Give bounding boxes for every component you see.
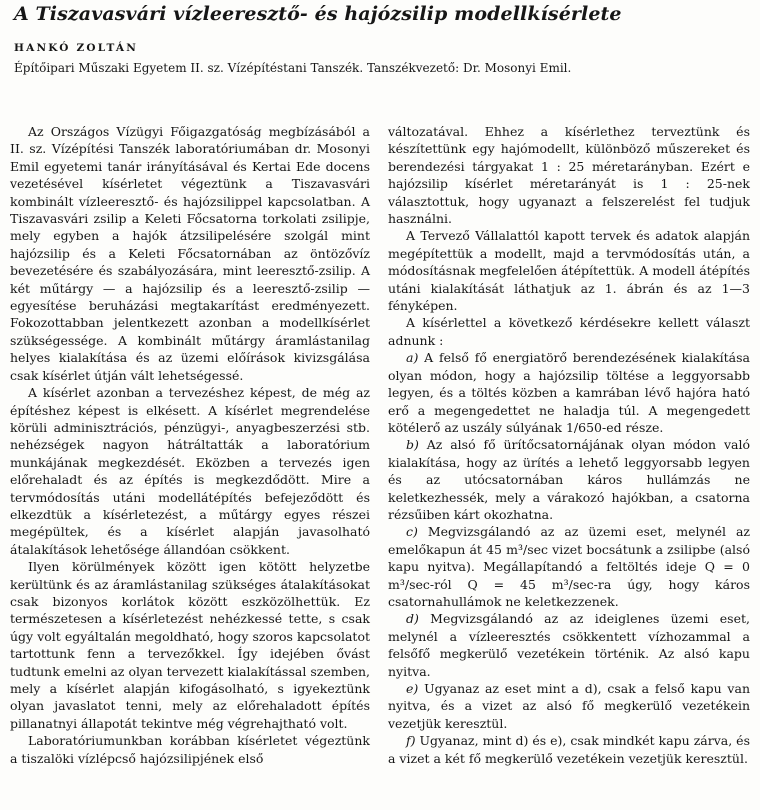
right-text-column	[388, 123, 750, 767]
question-item	[388, 436, 750, 523]
item-label: d)	[406, 611, 419, 627]
paragraph: A kísérlettel a következő kérdésekre kellett választ adnunk :	[388, 315, 750, 348]
left-text-column	[10, 123, 370, 767]
paragraph: A kísérlet azonban a tervezéshez képest, de még az építéshez képest is elkésett. A kísérlet megrendelése körüli adminisztrációs, pénzügyi-, anyagbeszerzési stb. nehézségek nagyon hátráltatták a laboratórium munkájának megkezdését. Eközben a tervezés igen előrehaladt és az építés is megkezdődött. Mire a tervmódosítás utáni modellátépítés befejeződött és elkezdtük a kísérletezést, a műtárgy egyes részei megépültek, és a kísérlet alapján javasolható átalakítások lehetősége állandóan csökkent.	[10, 385, 370, 557]
paragraph: Az Országos Vízügyi Főigazgatóság megbízásából a II. sz. Vízépítési Tanszék laboratóriumában dr. Mosonyi Emil egyetemi tanár irányításával és Kertai Ede docens vezetésével kísérletet végeztünk a Tiszavasvári kombinált vízleeresztő- és hajózsilippel kapcsolatban. A Tiszavasvári zsilip a Keleti Főcsatorna torkolati zsilipje, mely egyben a hajók átzsilipelésére szolgál mint hajózsilip és a Keleti Főcsatornában az öntözővíz bevezetésére és szabályozására, mint leeresztő-zsilip. A két műtárgy — a hajózsilip és a leeresztő-zsilip — egyesítése beruházási megtakarítást eredményezett. Fokozottabban jelentkezett azonban a modellkísérlet szükségessége. A kombinált műtárgy áramlástanilag helyes kialakítása és az üzemi előírások kivizsgálása csak kísérlet útján vált lehetségessé.	[10, 124, 370, 383]
item-text: Ugyanaz az eset mint a d), csak a felső kapu van nyitva, és a vizet az alsó fő megkerülő vezetékein vezetjük keresztül.	[388, 681, 750, 731]
item-label: c)	[406, 524, 418, 540]
item-text: Megvizsgálandó az az üzemi eset, melynél az emelőkapun át 45 m³/sec vizet bocsátunk a zsilipbe (alsó kapu nyitva). Megállapítandó a feltöltés ideje Q = 0 m³/sec-ról Q = 45 m³/sec-ra úgy, hogy káros csatornahullámok ne keletkezzenek.	[388, 524, 750, 609]
question-item	[388, 610, 750, 680]
paragraph: Laboratóriumunkban korábban kísérletet végeztünk a tiszalöki vízlépcső hajózsilipjének első	[10, 733, 370, 766]
item-label: b)	[406, 437, 419, 453]
item-text: Az alsó fő ürítőcsatornájának olyan módon való kialakítása, hogy az ürítés a lehető leggyorsabb legyen és az utócsatornában káros hullámzás ne keletkezhessék, mely a várakozó hajókban, a csatorna rézsűiben kárt okozhatna.	[388, 437, 750, 522]
question-item	[388, 732, 750, 767]
paragraph: Ilyen körülmények között igen kötött helyzetbe kerültünk és az áramlástanilag szükséges átalakításokat csak bizonyos korlátok között eszközölhettük. Ez természetesen a kísérletezést nehézkessé tette, s csak úgy volt egyáltalán megoldható, hogy szoros kapcsolatot tartottunk fenn a tervezőkkel. Így idejében ővást tudtunk emelni az olyan tervezett kialakítással szemben, mely a kísérlet alapján kifogásolható, s igyekeztünk olyan javaslatot tenni, mely az előrehaladott építés pillanatnyi állapotát tekintve még végrehajtható volt.	[10, 559, 370, 731]
paragraph-continued: változatával. Ehhez a kísérlethez terveztünk és készítettünk egy hajómodellt, különböző műszereket és berendezési tárgyakat 1 : 25 méretarányban. Ezért e hajózsilip kísérlet méretarányát is 1 : 25-nek választottuk, hogy ugyanazt a felszerelést fel tudjuk használni.	[388, 124, 750, 227]
item-label: a)	[406, 350, 419, 366]
item-text: Megvizsgálandó az az ideiglenes üzemi eset, melynél a vízleeresztés csökkentett vízhozammal a felsőfő megkerülő vezetékein történik. Az alsó kapu nyitva.	[388, 611, 750, 679]
item-text: Ugyanaz, mint d) és e), csak mindkét kapu zárva, és a vizet a két fő megkerülő vezetékein vezetjük keresztül.	[388, 733, 750, 766]
item-label: e)	[406, 681, 419, 696]
item-text: A felső fő energiatörő berendezésének kialakítása olyan módon, hogy a hajózsilip töltése a leggyorsabb legyen, és a töltés közben a kamrában lévő hajóra ható erő a megengedettet ne haladja túl. A megengedett kötélerő az uszály súlyának 1/650-ed része.	[388, 350, 750, 435]
question-item	[388, 680, 750, 732]
article-title: A Tiszavasvári vízleeresztő- és hajózsilip modellkísérlete	[14, 3, 622, 25]
question-item	[388, 523, 750, 610]
author-name: HANKÓ ZOLTÁN	[14, 42, 139, 54]
paragraph: A Tervező Vállalattól kapott tervek és adatok alapján megépítettük a modellt, majd a tervmódosítás után, a módosításnak megfelelően átépítettük. A modell átépítés utáni kialakítását láthatjuk az 1. ábrán és az 1—3 fényképen.	[388, 228, 750, 314]
author-affiliation: Építőipari Műszaki Egyetem II. sz. Vízépítéstani Tanszék. Tanszékvezető: Dr. Mosonyi Emil.	[14, 61, 572, 75]
question-item	[388, 349, 750, 436]
item-label: f)	[406, 733, 416, 749]
